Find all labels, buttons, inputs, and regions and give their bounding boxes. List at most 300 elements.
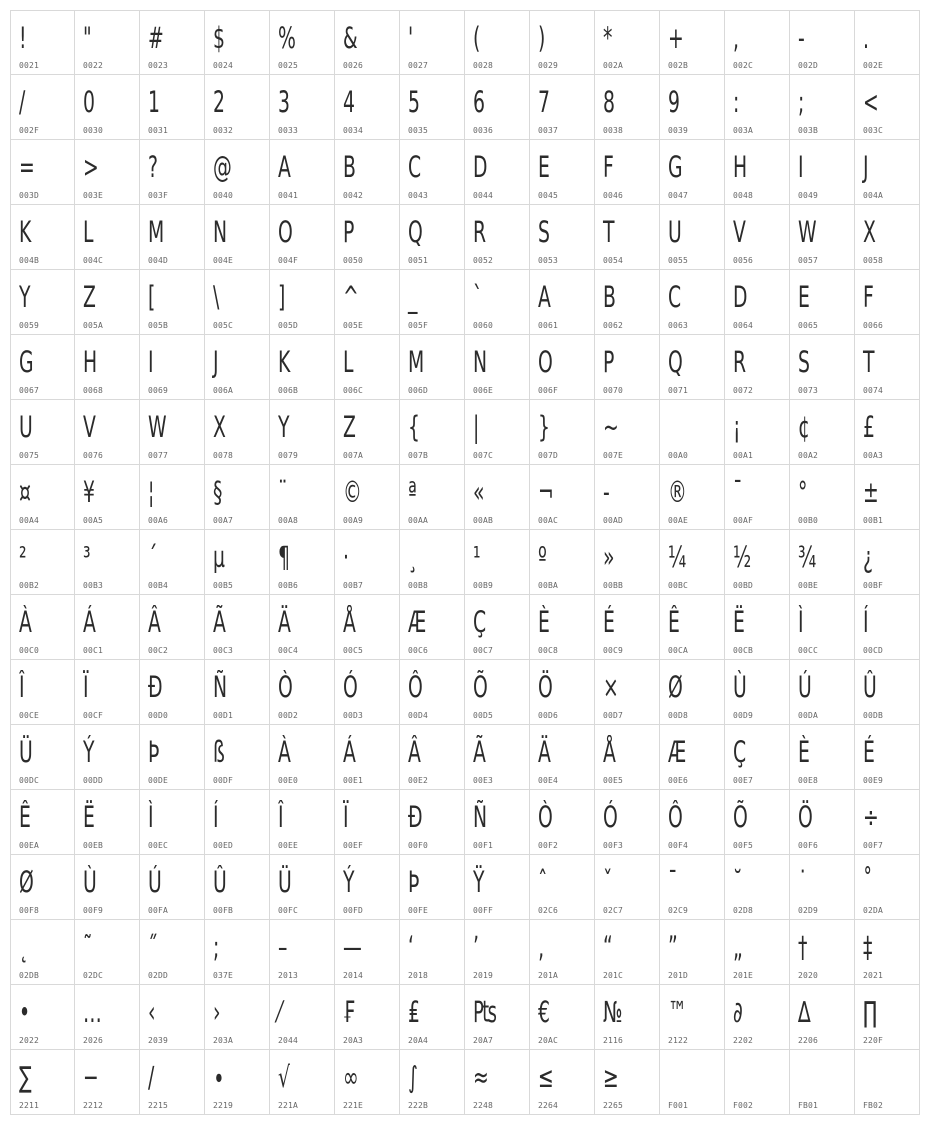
glyph-character: µ — [213, 540, 225, 574]
glyph-character: ! — [19, 21, 27, 55]
glyph-character: ¥ — [83, 475, 95, 509]
glyph-character: H — [733, 150, 748, 184]
glyph-codepoint-label: 0064 — [733, 321, 754, 330]
glyph-cell — [790, 270, 855, 335]
glyph-cell — [660, 1050, 725, 1115]
glyph-cell — [205, 75, 270, 140]
glyph-character: Ä — [538, 735, 551, 769]
glyph-codepoint-label: 0073 — [798, 386, 819, 395]
glyph-cell — [660, 10, 725, 75]
glyph-codepoint-label: 02DC — [83, 971, 104, 980]
glyph-character: À — [19, 605, 32, 639]
glyph-codepoint-label: 02C7 — [603, 906, 624, 915]
glyph-codepoint-label: 00BB — [603, 581, 624, 590]
glyph-cell — [465, 1050, 530, 1115]
glyph-cell — [75, 400, 140, 465]
glyph-character: ¿ — [863, 540, 873, 574]
glyph-cell — [205, 920, 270, 985]
glyph-cell — [10, 595, 75, 660]
glyph-cell — [75, 465, 140, 530]
glyph-cell — [530, 660, 595, 725]
glyph-character: ¶ — [278, 540, 290, 574]
glyph-character: Ñ — [213, 670, 228, 704]
glyph-cell — [335, 725, 400, 790]
glyph-character: Q — [668, 345, 683, 379]
glyph-character: É — [603, 605, 615, 639]
glyph-codepoint-label: 00B7 — [343, 581, 364, 590]
glyph-character: K — [278, 345, 291, 379]
glyph-character: P — [603, 345, 615, 379]
glyph-codepoint-label: 006F — [538, 386, 559, 395]
glyph-cell — [205, 465, 270, 530]
glyph-character: Ã — [473, 735, 486, 769]
glyph-codepoint-label: 004D — [148, 256, 169, 265]
glyph-character: ] — [278, 280, 286, 314]
glyph-cell — [400, 920, 465, 985]
glyph-cell — [205, 790, 270, 855]
glyph-character: Ï — [83, 670, 89, 704]
glyph-codepoint-label: 00E9 — [863, 776, 884, 785]
glyph-codepoint-label: 0032 — [213, 126, 234, 135]
glyph-codepoint-label: 0072 — [733, 386, 754, 395]
glyph-codepoint-label: 0050 — [343, 256, 364, 265]
glyph-codepoint-label: 222B — [408, 1101, 429, 1110]
glyph-codepoint-label: 00EC — [148, 841, 169, 850]
glyph-cell — [660, 660, 725, 725]
glyph-codepoint-label: 00EB — [83, 841, 104, 850]
glyph-cell — [10, 75, 75, 140]
glyph-codepoint-label: 002A — [603, 61, 624, 70]
glyph-cell — [75, 270, 140, 335]
glyph-character: ∏ — [863, 995, 878, 1029]
glyph-character: ˇ — [603, 865, 613, 899]
glyph-character: Æ — [668, 735, 687, 769]
glyph-character: V — [733, 215, 746, 249]
glyph-cell — [855, 855, 920, 920]
glyph-character: ₧ — [473, 995, 497, 1029]
glyph-codepoint-label: 006A — [213, 386, 234, 395]
glyph-character: Ì — [798, 605, 804, 639]
glyph-codepoint-label: 0025 — [278, 61, 299, 70]
glyph-character: E — [798, 280, 810, 314]
glyph-codepoint-label: 007B — [408, 451, 429, 460]
glyph-cell — [10, 205, 75, 270]
glyph-codepoint-label: 0055 — [668, 256, 689, 265]
glyph-cell — [75, 790, 140, 855]
glyph-character: J — [863, 150, 869, 184]
glyph-codepoint-label: 2021 — [863, 971, 884, 980]
glyph-cell — [140, 270, 205, 335]
glyph-codepoint-label: 00F4 — [668, 841, 689, 850]
glyph-cell — [465, 725, 530, 790]
glyph-character: Ô — [408, 670, 423, 704]
glyph-cell — [400, 595, 465, 660]
glyph-codepoint-label: 00D6 — [538, 711, 559, 720]
glyph-codepoint-label: 00E6 — [668, 776, 689, 785]
glyph-cell — [790, 140, 855, 205]
glyph-codepoint-label: 2122 — [668, 1036, 689, 1045]
glyph-cell — [855, 725, 920, 790]
glyph-codepoint-label: 00B3 — [83, 581, 104, 590]
glyph-cell — [465, 335, 530, 400]
glyph-codepoint-label: 2018 — [408, 971, 429, 980]
glyph-cell — [140, 1050, 205, 1115]
glyph-codepoint-label: 20A7 — [473, 1036, 494, 1045]
glyph-codepoint-label: 0065 — [798, 321, 819, 330]
glyph-codepoint-label: 00BD — [733, 581, 754, 590]
glyph-cell — [465, 465, 530, 530]
glyph-codepoint-label: 0070 — [603, 386, 624, 395]
glyph-character: ˚ — [863, 865, 873, 899]
glyph-cell — [335, 10, 400, 75]
glyph-codepoint-label: 00BC — [668, 581, 689, 590]
glyph-character: - — [798, 21, 805, 55]
glyph-character: W — [798, 215, 817, 249]
glyph-codepoint-label: 00D9 — [733, 711, 754, 720]
glyph-codepoint-label: 00C5 — [343, 646, 364, 655]
glyph-codepoint-label: 007E — [603, 451, 624, 460]
glyph-character: ° — [798, 475, 808, 509]
glyph-character: - — [603, 475, 610, 509]
glyph-cell — [530, 1050, 595, 1115]
glyph-codepoint-label: 00F9 — [83, 906, 104, 915]
glyph-cell — [855, 660, 920, 725]
glyph-codepoint-label: 00B6 — [278, 581, 299, 590]
glyph-cell — [855, 1050, 920, 1115]
glyph-cell — [725, 140, 790, 205]
glyph-cell — [465, 660, 530, 725]
glyph-character: Ô — [668, 800, 683, 834]
glyph-character: ± — [863, 475, 879, 509]
glyph-codepoint-label: 0042 — [343, 191, 364, 200]
glyph-codepoint-label: 00E7 — [733, 776, 754, 785]
glyph-character: ? — [148, 150, 158, 184]
glyph-cell — [725, 920, 790, 985]
glyph-character: U — [668, 215, 682, 249]
glyph-character: Ì — [148, 800, 154, 834]
glyph-codepoint-label: 0036 — [473, 126, 494, 135]
glyph-cell — [75, 660, 140, 725]
glyph-character: Þ — [148, 735, 160, 769]
glyph-character: 7 — [538, 85, 550, 119]
glyph-codepoint-label: 0063 — [668, 321, 689, 330]
glyph-codepoint-label: 0059 — [19, 321, 40, 330]
glyph-cell — [10, 660, 75, 725]
glyph-cell — [855, 335, 920, 400]
glyph-codepoint-label: 00D7 — [603, 711, 624, 720]
glyph-codepoint-label: 0067 — [19, 386, 40, 395]
glyph-codepoint-label: FB02 — [863, 1101, 884, 1110]
glyph-cell — [595, 920, 660, 985]
glyph-cell — [660, 465, 725, 530]
glyph-cell — [595, 75, 660, 140]
glyph-character: = — [19, 150, 35, 184]
glyph-cell — [530, 595, 595, 660]
glyph-codepoint-label: 20A3 — [343, 1036, 364, 1045]
glyph-cell — [335, 790, 400, 855]
glyph-codepoint-label: 221A — [278, 1101, 299, 1110]
glyph-cell — [595, 725, 660, 790]
glyph-cell — [595, 205, 660, 270]
glyph-character: W — [148, 410, 167, 444]
glyph-codepoint-label: F001 — [668, 1101, 689, 1110]
glyph-codepoint-label: 0021 — [19, 61, 40, 70]
glyph-codepoint-label: 2020 — [798, 971, 819, 980]
glyph-character: † — [798, 930, 808, 964]
glyph-cell — [10, 140, 75, 205]
glyph-codepoint-label: 00E4 — [538, 776, 559, 785]
glyph-codepoint-label: 203A — [213, 1036, 234, 1045]
glyph-cell — [595, 465, 660, 530]
glyph-character: Î — [19, 670, 25, 704]
glyph-codepoint-label: 00BF — [863, 581, 884, 590]
glyph-cell — [465, 855, 530, 920]
glyph-cell — [140, 985, 205, 1050]
glyph-codepoint-label: 00F6 — [798, 841, 819, 850]
glyph-character: L — [83, 215, 94, 249]
glyph-character: A — [278, 150, 291, 184]
glyph-codepoint-label: 00C7 — [473, 646, 494, 655]
glyph-codepoint-label: 005D — [278, 321, 299, 330]
glyph-cell — [335, 660, 400, 725]
glyph-character: ˘ — [733, 865, 743, 899]
glyph-cell — [725, 75, 790, 140]
glyph-character: Ë — [733, 605, 745, 639]
glyph-character: ³ — [83, 540, 91, 574]
glyph-cell — [855, 465, 920, 530]
glyph-character: ∆ — [798, 995, 811, 1029]
glyph-codepoint-label: 00AE — [668, 516, 689, 525]
glyph-cell — [725, 725, 790, 790]
glyph-character: Ä — [278, 605, 291, 639]
glyph-codepoint-label: 0044 — [473, 191, 494, 200]
glyph-character: ; — [798, 85, 805, 119]
glyph-codepoint-label: 00B1 — [863, 516, 884, 525]
glyph-character: Á — [83, 605, 96, 639]
glyph-character: O — [278, 215, 293, 249]
glyph-character: Õ — [473, 670, 488, 704]
glyph-codepoint-label: 00E5 — [603, 776, 624, 785]
glyph-codepoint-label: 003D — [19, 191, 40, 200]
glyph-character: Ù — [83, 865, 97, 899]
glyph-codepoint-label: 0056 — [733, 256, 754, 265]
glyph-codepoint-label: 0061 — [538, 321, 559, 330]
glyph-character: ˝ — [148, 930, 158, 964]
glyph-character: K — [19, 215, 32, 249]
glyph-character: 6 — [473, 85, 485, 119]
glyph-codepoint-label: 00E1 — [343, 776, 364, 785]
glyph-cell — [270, 725, 335, 790]
glyph-cell — [270, 595, 335, 660]
glyph-codepoint-label: 0029 — [538, 61, 559, 70]
glyph-cell — [10, 10, 75, 75]
glyph-character: P — [343, 215, 355, 249]
glyph-character: ¦ — [148, 475, 155, 509]
glyph-character: L — [343, 345, 354, 379]
glyph-character: 0 — [83, 85, 95, 119]
glyph-cell — [595, 855, 660, 920]
glyph-cell — [270, 1050, 335, 1115]
glyph-cell — [660, 985, 725, 1050]
glyph-character: Î — [278, 800, 284, 834]
glyph-cell — [335, 75, 400, 140]
glyph-cell — [140, 205, 205, 270]
glyph-cell — [530, 75, 595, 140]
glyph-character: ¤ — [19, 475, 31, 509]
glyph-character: ˉ — [668, 865, 678, 899]
glyph-cell — [660, 920, 725, 985]
glyph-character: ˜ — [83, 930, 93, 964]
glyph-cell — [725, 855, 790, 920]
glyph-codepoint-label: 02C6 — [538, 906, 559, 915]
glyph-codepoint-label: 0054 — [603, 256, 624, 265]
glyph-character: M — [148, 215, 165, 249]
glyph-cell — [140, 530, 205, 595]
glyph-cell — [855, 270, 920, 335]
glyph-cell — [205, 205, 270, 270]
glyph-character: È — [538, 605, 550, 639]
glyph-cell — [855, 400, 920, 465]
glyph-cell — [205, 1050, 270, 1115]
glyph-codepoint-label: 00A0 — [668, 451, 689, 460]
glyph-character: H — [83, 345, 98, 379]
glyph-codepoint-label: 003A — [733, 126, 754, 135]
glyph-codepoint-label: 0043 — [408, 191, 429, 200]
glyph-cell — [465, 920, 530, 985]
glyph-cell — [205, 725, 270, 790]
glyph-cell — [725, 985, 790, 1050]
glyph-codepoint-label: 002B — [668, 61, 689, 70]
glyph-character: • — [19, 995, 31, 1029]
glyph-character: G — [19, 345, 34, 379]
glyph-codepoint-label: 00F1 — [473, 841, 494, 850]
glyph-codepoint-label: 004F — [278, 256, 299, 265]
glyph-character: | — [473, 410, 480, 444]
glyph-codepoint-label: 002E — [863, 61, 884, 70]
glyph-cell — [595, 10, 660, 75]
glyph-codepoint-label: 00FB — [213, 906, 234, 915]
glyph-codepoint-label: 0023 — [148, 61, 169, 70]
glyph-cell — [75, 140, 140, 205]
glyph-cell — [10, 790, 75, 855]
glyph-cell — [660, 595, 725, 660]
glyph-codepoint-label: 004A — [863, 191, 884, 200]
glyph-cell — [855, 595, 920, 660]
glyph-cell — [270, 75, 335, 140]
glyph-cell — [855, 75, 920, 140]
glyph-codepoint-label: 02DD — [148, 971, 169, 980]
glyph-character: Õ — [733, 800, 748, 834]
glyph-codepoint-label: 0076 — [83, 451, 104, 460]
glyph-character: A — [538, 280, 551, 314]
glyph-character: ¹ — [473, 540, 481, 574]
glyph-character: ‹ — [148, 995, 156, 1029]
glyph-character: ∂ — [733, 995, 743, 1029]
glyph-codepoint-label: 0040 — [213, 191, 234, 200]
glyph-cell — [10, 465, 75, 530]
glyph-character: 1 — [148, 85, 160, 119]
glyph-character: T — [863, 345, 875, 379]
glyph-codepoint-label: 005F — [408, 321, 429, 330]
glyph-codepoint-label: 2248 — [473, 1101, 494, 1110]
glyph-cell — [270, 400, 335, 465]
glyph-codepoint-label: 0075 — [19, 451, 40, 460]
glyph-character: ¾ — [798, 540, 817, 574]
glyph-cell — [400, 790, 465, 855]
glyph-cell — [140, 10, 205, 75]
glyph-character: ∞ — [343, 1060, 359, 1094]
glyph-character: Ö — [538, 670, 553, 704]
glyph-cell — [530, 400, 595, 465]
glyph-character: ) — [538, 21, 546, 55]
glyph-character: $ — [213, 21, 225, 55]
glyph-character: ; — [213, 930, 220, 964]
glyph-codepoint-label: 00DF — [213, 776, 234, 785]
glyph-character: ¢ — [798, 410, 810, 444]
glyph-codepoint-label: 2264 — [538, 1101, 559, 1110]
glyph-codepoint-label: 00FA — [148, 906, 169, 915]
glyph-cell — [400, 205, 465, 270]
glyph-codepoint-label: 2116 — [603, 1036, 624, 1045]
glyph-character: " — [83, 21, 92, 55]
glyph-codepoint-label: 0039 — [668, 126, 689, 135]
glyph-cell — [335, 1050, 400, 1115]
glyph-character: ∙ — [213, 1060, 225, 1094]
glyph-cell — [270, 920, 335, 985]
glyph-cell — [140, 335, 205, 400]
glyph-cell — [790, 920, 855, 985]
glyph-codepoint-label: 00A8 — [278, 516, 299, 525]
glyph-codepoint-label: 00A1 — [733, 451, 754, 460]
glyph-codepoint-label: 00DA — [798, 711, 819, 720]
glyph-cell — [140, 725, 205, 790]
glyph-codepoint-label: 0047 — [668, 191, 689, 200]
glyph-character: I — [148, 345, 154, 379]
glyph-character: − — [83, 1060, 99, 1094]
glyph-cell — [205, 400, 270, 465]
glyph-codepoint-label: 0058 — [863, 256, 884, 265]
glyph-character: ⁄ — [278, 995, 282, 1029]
glyph-codepoint-label: 00B9 — [473, 581, 494, 590]
glyph-codepoint-label: 00C9 — [603, 646, 624, 655]
glyph-character: F — [863, 280, 874, 314]
glyph-character: Â — [408, 735, 421, 769]
glyph-codepoint-label: 00A4 — [19, 516, 40, 525]
glyph-character: · — [343, 540, 349, 574]
glyph-character: D — [733, 280, 748, 314]
glyph-cell — [10, 335, 75, 400]
glyph-codepoint-label: 006D — [408, 386, 429, 395]
glyph-character: > — [83, 150, 99, 184]
glyph-cell — [725, 660, 790, 725]
glyph-cell — [530, 335, 595, 400]
glyph-character: V — [83, 410, 96, 444]
glyph-cell — [75, 205, 140, 270]
glyph-cell — [400, 335, 465, 400]
glyph-character: È — [798, 735, 810, 769]
glyph-character: Ü — [278, 865, 292, 899]
glyph-character: N — [213, 215, 228, 249]
glyph-character: Þ — [408, 865, 420, 899]
glyph-character: & — [343, 21, 358, 55]
glyph-codepoint-label: 00D1 — [213, 711, 234, 720]
glyph-cell — [595, 400, 660, 465]
glyph-codepoint-label: 0053 — [538, 256, 559, 265]
glyph-character: Ï — [343, 800, 349, 834]
glyph-cell — [400, 855, 465, 920]
glyph-codepoint-label: 00A3 — [863, 451, 884, 460]
glyph-cell — [400, 270, 465, 335]
